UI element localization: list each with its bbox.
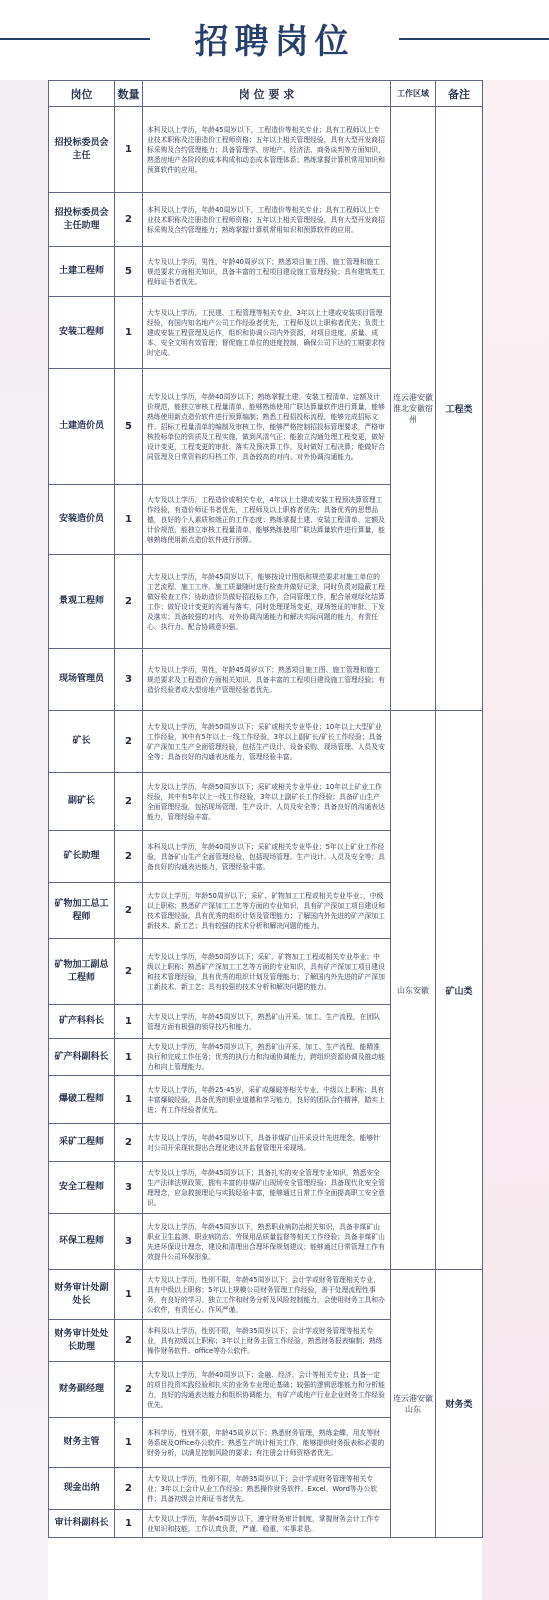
count-cell: 2 — [115, 711, 143, 773]
count-cell: 5 — [115, 247, 143, 297]
position-cell: 财务审计处处长助理 — [49, 1320, 115, 1362]
table-row — [49, 107, 483, 193]
position-cell: 矿产科副科长 — [49, 1039, 115, 1076]
requirements-cell: 大专及以上学历，年龄45周岁以下，熟悉矿山开采、加工、生产流程，能精准执行和完成工作任务；优秀的执行力和沟通协调能力，跨组织资源协调及推动能力和向上管理能力。 — [143, 1039, 391, 1076]
page-title: 招聘岗位 — [194, 22, 355, 62]
table-row — [49, 1270, 483, 1320]
count-cell: 2 — [115, 883, 143, 939]
header-requirements: 岗 位 要 求 — [143, 81, 391, 107]
header-position: 岗位 — [49, 81, 115, 107]
position-cell: 招投标委员会主任助理 — [49, 193, 115, 247]
category-cell: 财务类 — [436, 1270, 483, 1538]
position-cell: 安全工程师 — [49, 1162, 115, 1214]
requirements-cell: 大专及以上学历，男性，年龄45周岁以下；熟悉项目施工图、施工管理和施工规范要求及工程造价方面相关知识，具备丰富的工程项目建设施工管理经验；有造价经验者或大型房地产管理经验者优先。 — [143, 649, 391, 711]
position-cell: 审计科副科长 — [49, 1510, 115, 1538]
count-cell: 2 — [115, 1468, 143, 1510]
position-cell: 矿长 — [49, 711, 115, 773]
requirements-cell: 大专及以上学历，男性，年龄40周岁以下；熟悉项目施工图、施工管理和施工规范要求方面相关知识，具备丰富的工程项目建设施工管理经验；具有建筑类工程师证书者优先。 — [143, 247, 391, 297]
header-region: 工作区域 — [391, 81, 436, 107]
category-cell: 矿山类 — [436, 711, 483, 1270]
requirements-cell: 大专及以上学历，性别不限，年龄35周岁以下；会计学或财务管理等相关专业；3年以上会计从业工作经验；熟悉操作财务软件、Excel、Word等办公软件；具备初级会计师证书者优先。 — [143, 1468, 391, 1510]
count-cell: 2 — [115, 939, 143, 1005]
table-body — [49, 107, 483, 1538]
count-cell: 1 — [115, 1039, 143, 1076]
position-cell: 现场管理员 — [49, 649, 115, 711]
requirements-cell: 大专及以上学历，年龄50周岁以下；采矿、矿物加工工程或相关专业毕业；中级以上职称；熟悉矿产深加工工艺等方面的专业知识，具有矿产深加工项目建设和技术管理经验，具有优秀的组织计划及管理能力；了解国内外先进的矿产深加工新技术、新工艺；具有较强的技术分析和解决问题的能力。 — [143, 939, 391, 1005]
count-cell: 1 — [115, 1076, 143, 1124]
requirements-cell: 本科及以上学历，性别不限，年龄35周岁以下；会计学或财务管理等相关专业，具有初级以上职称；3年以上财务主管工作经验，熟悉财务报表编制；熟练操作财务软件、office等办公软件。 — [143, 1320, 391, 1362]
count-cell: 1 — [115, 1005, 143, 1039]
region-cell: 连云港安徽淮北安徽宿州 — [391, 107, 436, 711]
count-cell: 1 — [115, 1270, 143, 1320]
count-cell: 1 — [115, 1418, 143, 1468]
position-cell: 现金出纳 — [49, 1468, 115, 1510]
position-cell: 环保工程师 — [49, 1214, 115, 1270]
count-cell: 3 — [115, 1214, 143, 1270]
requirements-cell: 大专及以上学历，年龄45周岁以下，熟悉职业病防治相关知识，具备非煤矿山职业卫生监测、职业病防治、劳保用品质量监督等相关工作经验；具备非煤矿山先进环保设计理念，建设和清理出合理环保规划建议；能够通过日常管理工作有效提升公司环保形象。 — [143, 1214, 391, 1270]
position-cell: 招投标委员会主任 — [49, 107, 115, 193]
position-cell: 财务主管 — [49, 1418, 115, 1468]
table-header-row — [49, 81, 483, 107]
requirements-cell: 大专及以上学历，年龄50周岁以下；采矿或相关专业毕业；10年以上大型矿业工作经验，其中有5年以上一线工作经验，3年以上副矿长/矿长工作经验；具备矿产深加工生产全面管理经验，包括生产设计、设备采购、现场管理、人员及安全等；具备良好的沟通表达能力，管理经验丰富。 — [143, 711, 391, 773]
category-cell: 工程类 — [436, 107, 483, 711]
header-rule-right — [399, 38, 549, 40]
requirements-cell: 大专及以上学历，年龄40周岁以下；熟练掌握土建、安装工程清单、定额及计价规范，能独立审核工程量清单，能够熟练使用广联达算量软件进行算量，能够熟练使用新点造价软件进行预算编制；熟悉工程招投标流程，能够完成招标文件、招标工程量清单的编制及审核工作，能够严格控制招投标管理要求，严格审核投标单位的资质及工程实施，做到风清气正；能独立沟通处理工程变更，做好设计变更，工程变更的审批、落实及预决算工作，及时做好工程决算；能做好合同管理及日常资料的归档工作，具备较高的对内、对外协调沟通能力。 — [143, 369, 391, 485]
count-cell: 3 — [115, 649, 143, 711]
requirements-cell: 大专及以上学历，年龄40周岁以下；金融、经济、会计等相关专业；具备一定的项目投资实践经验和扎实的业务专业理论基础；较强的逻辑思维能力和分析能力，良好的沟通表达能力和组织协调能力，有矿产或地产行业企业财务工作经验优先。 — [143, 1362, 391, 1418]
requirements-cell: 大专及以上学历，年龄45周岁以下，能够按设计图纸和规范要求对施工单位的工艺流程、施工工序、施工质量随时进行检查并做好记录，同时负责对隐蔽工程做好检查工作；协助造价员做好招投标工作，合同管理工作，配合景观绿化结算工作；做好设计变更的沟通与落实，同时处理现场变更，现场签证的审批、下发及落实；具备较强的对内、对外协调沟通能力和解决实际问题的能力，有责任心、执行力、配合协调意识强。 — [143, 555, 391, 649]
header-count: 数量 — [115, 81, 143, 107]
position-cell: 副矿长 — [49, 773, 115, 831]
position-cell: 矿产科科长 — [49, 1005, 115, 1039]
requirements-cell: 大专以上学历，年龄50周岁以下；采矿、矿物加工工程或相关专业毕业；，中级以上职称；熟悉矿产深加工工艺等方面的专业知识，具有矿产深加工项目建设和技术管理经验，具有优秀的组织计划及管理能力；了解国内外先进的矿产深加工新技术、新工艺；具有较强的技术分析和解决问题的能力。 — [143, 883, 391, 939]
requirements-cell: 大专及以上学历，年龄45周岁以下，遵守财务审计制度，掌握财务会计工作专业知识和技能，工作认真负责，严谨、稳重、实事求是。 — [143, 1510, 391, 1538]
requirements-cell: 大专及以上学历，工程造价或相关专业，4年以上土建或安装工程预决算管理工作经验，有造价师证书者优先，工程师及以上职称者优先；具备优秀的思想品德，良好的个人素质和端正的工作态度；熟练掌握土建、安装工程清单、定额及计价规范，能独立审核工程量清单，能够熟练使用广联达算量软件进行算量，能够熟练使用新点造价软件进行预算。 — [143, 485, 391, 555]
position-cell: 财务副经理 — [49, 1362, 115, 1418]
requirements-cell: 大专及以上学历，年龄45周岁以下，具备非煤矿山开采设计先进理念，能够针对公司开采现状提出合理化建议并监督管理开采现场。 — [143, 1124, 391, 1162]
count-cell: 5 — [115, 369, 143, 485]
requirements-cell: 本科及以上学历，年龄40周岁以下，工程造价等相关专业；具有工程师以上专业技术职称及注册造价工程师资格；五年以上相关管理经验，具有大型开发商招标采购及合约管理能力；熟练掌握计算机常用知识和预算软件的应用。 — [143, 193, 391, 247]
position-cell: 安装造价员 — [49, 485, 115, 555]
header-note: 备注 — [436, 81, 483, 107]
requirements-cell: 大专及以上学历，性别不限，年龄45周岁以下；会计学或财务管理相关专业，具有中级以上职称；5年以上规模公司财务管理工作经验，善于处理流程性事务，有良好的学习、独立工作和财务分析及风险控制能力，会使用财务工具和办公软件，有责任心、作风严谨。 — [143, 1270, 391, 1320]
position-cell: 安装工程师 — [49, 297, 115, 369]
position-cell: 景观工程师 — [49, 555, 115, 649]
region-cell: 山东安徽 — [391, 711, 436, 1270]
position-cell: 土建造价员 — [49, 369, 115, 485]
requirements-cell: 大专及以上学历，年龄45周岁以下，熟悉矿山开采、加工、生产流程，在团队管理方面有极强的领导技巧和能力。 — [143, 1005, 391, 1039]
requirements-cell: 大专及以上学历，年龄50周岁以下；采矿或相关专业毕业；10年以上矿业工作经验，其中有5年以上一线工作经验，3年以上副矿长工作经验；具备矿山生产全面管理经验，包括现场管理、生产设计、人员及安全等；具备良好的沟通表达能力，管理经验丰富。 — [143, 773, 391, 831]
requirements-cell: 大专及以上学历，年龄45周岁以下；具备扎实的安全管理专业知识，熟悉安全生产法律法规政策，拥有丰富的非煤矿山现场安全管理经验；具备现代化安全管理理念，应急救援理论与实践经验丰富，能够通过日常工作全面提高职工安全意识。 — [143, 1162, 391, 1214]
count-cell: 1 — [115, 1510, 143, 1538]
position-cell: 矿长助理 — [49, 831, 115, 883]
requirements-cell: 本科及以上学历，年龄40周岁以下；采矿或相关专业毕业；5年以上矿业工作经验，具备矿山生产全面管理经验，包括现场管理、生产设计、人员及安全等；具备良好的沟通表达能力，管理经验丰富。 — [143, 831, 391, 883]
page-header — [0, 0, 549, 78]
requirements-cell: 本科及以上学历，年龄45周岁以下，工程造价等相关专业；具有工程师以上专业技术职称及注册造价工程师资格；五年以上相关管理经验，具有大型开发商招标采购及合约管理能力；具备管理学、房地产、经济法、商务谈判等方面知识，熟悉房地产各阶段的成本构成和动态成本管理体系；熟练掌握计算机常用知识和预算软件的应用。 — [143, 107, 391, 193]
position-cell: 采矿工程师 — [49, 1124, 115, 1162]
count-cell: 2 — [115, 831, 143, 883]
position-cell: 爆破工程师 — [49, 1076, 115, 1124]
count-cell: 2 — [115, 555, 143, 649]
count-cell: 2 — [115, 1320, 143, 1362]
count-cell: 2 — [115, 773, 143, 831]
position-cell: 财务审计处副处长 — [49, 1270, 115, 1320]
count-cell: 1 — [115, 297, 143, 369]
requirements-cell: 本科学历，性别不限，年龄45周岁以下；熟悉财务管理，熟练金蝶、用友等财务系统及Office办公软件；熟悉生产统计相关工作，能够提供财务报表和必要的财务分析，以满足控制风险的要求；有注册会计师资格者优先。 — [143, 1418, 391, 1468]
position-cell: 矿物加工副总工程师 — [49, 939, 115, 1005]
requirements-cell: 大专及以上学历，年龄25-45岁，采矿或爆破等相关专业，中级以上职称；具有丰富爆破经验，具备优秀的职业道德和学习能力，良好的团队合作精神，踏实上进；有工作经验者优先。 — [143, 1076, 391, 1124]
position-cell: 矿物加工总工程师 — [49, 883, 115, 939]
count-cell: 1 — [115, 107, 143, 193]
count-cell: 2 — [115, 1124, 143, 1162]
recruitment-table — [48, 80, 483, 1538]
count-cell: 3 — [115, 1162, 143, 1214]
requirements-cell: 大专及以上学历，工民建、工程管理等相关专业，3年以上土建或安装项目管理经验，有国内知名地产公司工作经验者优先，工程师及以上职称者优先；负责土建或安装工程管理及运作，组织和协调公司内外资源，对项目进度、质量、成本、安全文明有效管理；督促施工单位的进度控制，确保公司下达的工期要求按时完成。 — [143, 297, 391, 369]
count-cell: 1 — [115, 485, 143, 555]
position-cell: 土建工程师 — [49, 247, 115, 297]
count-cell: 2 — [115, 1362, 143, 1418]
table-row — [49, 711, 483, 773]
region-cell: 连云港安徽山东 — [391, 1270, 436, 1538]
count-cell: 2 — [115, 193, 143, 247]
